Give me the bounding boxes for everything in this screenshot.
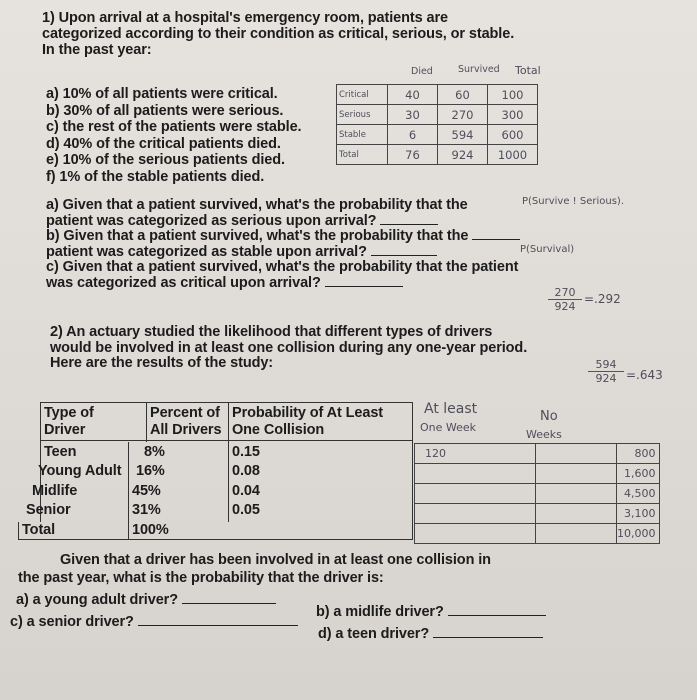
table-row	[415, 464, 660, 484]
table-row: Total	[22, 522, 56, 538]
fact-item: f) 1% of the stable patients died.	[46, 168, 265, 185]
total-cell: 10,000	[617, 524, 660, 544]
q1-intro-line: 1) Upon arrival at a hospital's emergency room, patients are	[42, 10, 448, 26]
note-p-survival: P(Survival)	[520, 244, 575, 255]
col-divider	[18, 522, 19, 540]
header-percent: Percent of All Drivers	[150, 405, 222, 438]
note-fraction-1	[548, 286, 582, 313]
cell: 270	[438, 105, 488, 125]
hw-header-at-least: At least	[424, 401, 478, 417]
pct-cell: 45%	[132, 483, 161, 499]
note-p-serious: P(Survive ! Serious).	[522, 196, 624, 207]
fraction-numerator: 594	[588, 358, 624, 372]
cell: 1000	[488, 145, 538, 165]
q1-intro-line: categorized according to their condition as critical, serious, or stable.	[42, 26, 515, 42]
no-cell	[536, 504, 617, 524]
hw-header-survived: Survived	[458, 64, 500, 75]
at-least-cell: 120	[415, 444, 536, 464]
table-row: Young Adult	[38, 463, 122, 479]
pct-cell: 31%	[132, 502, 161, 518]
question-line: patient was categorized as serious upon arrival?	[46, 214, 520, 230]
collision-table	[414, 443, 660, 544]
hw-header-one-week: One Week	[420, 421, 477, 434]
q1-questions	[46, 198, 520, 291]
prob-cell: 0.05	[232, 502, 260, 518]
table-row	[337, 105, 538, 125]
answer-a: a) a young adult driver?	[16, 592, 276, 609]
fraction-result: =.292	[584, 292, 621, 306]
prob-cell: 0.08	[232, 463, 260, 479]
cell: 40	[388, 85, 438, 105]
pct-cell: 100%	[132, 522, 169, 538]
table-row	[415, 444, 660, 464]
col-divider	[412, 402, 413, 540]
table-row	[415, 484, 660, 504]
table-bottom-rule	[18, 539, 412, 540]
table-row	[337, 125, 538, 145]
table-row: Teen	[44, 444, 77, 460]
cell: 300	[488, 105, 538, 125]
prob-cell: 0.04	[232, 483, 260, 499]
total-cell: 4,500	[617, 484, 660, 504]
row-label: Critical	[337, 85, 388, 105]
col-divider	[228, 402, 229, 522]
row-label: Stable	[337, 125, 388, 145]
col-divider	[146, 402, 147, 442]
fact-item: e) 10% of the serious patients died.	[46, 152, 285, 168]
answer-blank[interactable]	[182, 602, 276, 604]
q2-intro	[50, 325, 527, 372]
no-cell	[536, 464, 617, 484]
table-row: Senior	[26, 502, 71, 518]
table-top-rule	[40, 402, 412, 403]
question-line: patient was categorized as stable upon arrival?	[46, 245, 520, 261]
q1-facts	[46, 86, 301, 185]
hw-header-weeks: Weeks	[526, 428, 562, 441]
at-least-cell	[415, 524, 536, 544]
no-cell	[536, 524, 617, 544]
total-cell: 3,100	[617, 504, 660, 524]
driver-table	[18, 402, 414, 542]
q2-intro-line: 2) An actuary studied the likelihood that different types of drivers	[50, 324, 493, 340]
hw-header-no: No	[540, 409, 558, 424]
q2-intro-line: Here are the results of the study:	[50, 355, 274, 371]
cell: 60	[438, 85, 488, 105]
pct-cell: 8%	[144, 444, 165, 460]
note-fraction-2	[588, 358, 624, 385]
at-least-cell	[415, 504, 536, 524]
question-line: a) Given that a patient survived, what's the probability that the	[46, 197, 468, 213]
answer-blank[interactable]	[371, 254, 437, 256]
answer-blank[interactable]	[448, 614, 546, 616]
answer-blank[interactable]	[325, 285, 403, 287]
survival-table	[336, 84, 538, 165]
fraction-denominator: 924	[554, 300, 576, 313]
total-cell: 800	[617, 444, 660, 464]
fact-item: b) 30% of all patients were serious.	[46, 102, 284, 119]
cell: 6	[388, 125, 438, 145]
hw-header-total: Total	[515, 64, 541, 77]
question-line: c) Given that a patient survived, what's the probability that the patient	[46, 259, 519, 275]
at-least-cell	[415, 464, 536, 484]
q2-intro-line: would be involved in at least one collision during any one-year period.	[50, 339, 528, 356]
hw-header-died: Died	[411, 66, 433, 77]
answer-d: d) a teen driver?	[318, 626, 543, 643]
table-row	[337, 145, 538, 165]
pct-cell: 16%	[136, 463, 165, 479]
fraction-numerator: 270	[548, 286, 582, 300]
no-cell	[536, 484, 617, 504]
row-label: Total	[337, 145, 388, 165]
table-row: Midlife	[32, 483, 78, 499]
answer-blank[interactable]	[472, 238, 520, 240]
question-line: was categorized as critical upon arrival?	[46, 276, 520, 292]
prob-cell: 0.15	[232, 444, 260, 460]
answer-blank[interactable]	[138, 624, 298, 626]
fact-item: a) 10% of all patients were critical.	[46, 86, 278, 102]
cell: 76	[388, 145, 438, 165]
header-type: Type of Driver	[44, 405, 94, 438]
q1-intro	[42, 10, 514, 58]
no-cell	[536, 444, 617, 464]
table-header-rule	[40, 440, 412, 441]
q2-given-2: the past year, what is the probability that the driver is:	[18, 570, 384, 586]
question-line: b) Given that a patient survived, what's the probability that the	[46, 229, 520, 245]
cell: 924	[438, 145, 488, 165]
answer-blank[interactable]	[433, 636, 543, 638]
fraction-denominator: 924	[595, 372, 617, 385]
answer-blank[interactable]	[380, 223, 438, 225]
fact-item: c) the rest of the patients were stable.	[46, 119, 302, 135]
fact-item: d) 40% of the critical patients died.	[46, 135, 281, 152]
cell: 594	[438, 125, 488, 145]
table-row	[415, 504, 660, 524]
fraction-result: =.643	[626, 368, 663, 382]
table-row	[337, 85, 538, 105]
total-cell: 1,600	[617, 464, 660, 484]
at-least-cell	[415, 484, 536, 504]
cell: 600	[488, 125, 538, 145]
header-probability: Probability of At Least One Collision	[232, 405, 384, 438]
cell: 100	[488, 85, 538, 105]
answer-c: c) a senior driver?	[10, 614, 298, 631]
q2-given: Given that a driver has been involved in at least one collision in	[60, 552, 491, 568]
q1-intro-line: In the past year:	[42, 42, 152, 58]
table-row	[415, 524, 660, 544]
row-label: Serious	[337, 105, 388, 125]
cell: 30	[388, 105, 438, 125]
col-divider	[128, 442, 129, 540]
answer-b: b) a midlife driver?	[316, 604, 546, 621]
